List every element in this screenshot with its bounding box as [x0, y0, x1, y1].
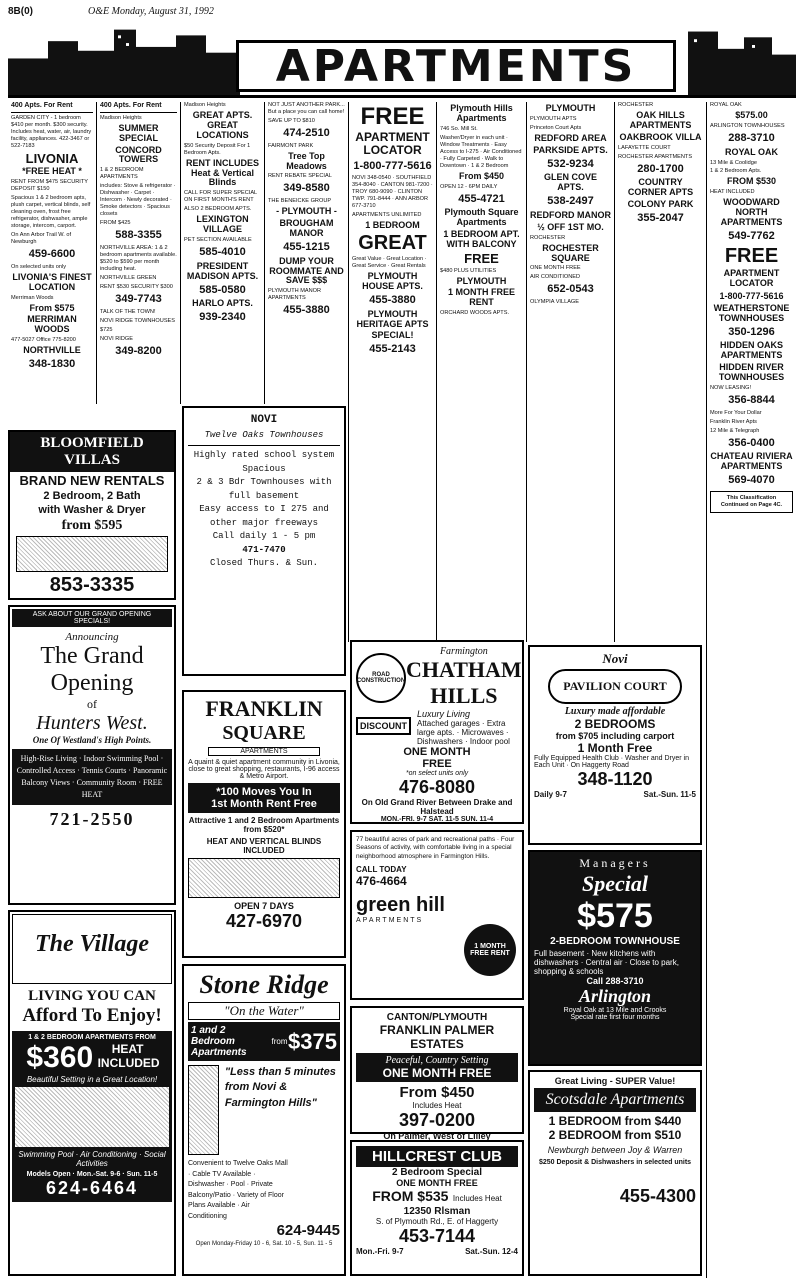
locator-phone: 1-800-777-5616 — [719, 290, 784, 301]
ad-text: CALL TODAY — [356, 865, 407, 875]
ad-note: *on select units only — [405, 770, 469, 777]
ad-headline: Special — [582, 871, 648, 896]
ad-subtitle: "On the Water" — [188, 1002, 340, 1020]
listing-title: Tree Top Meadows — [286, 150, 327, 171]
ad-text: Includes Heat — [452, 1194, 502, 1203]
listing-title: WOODWARD NORTH APARTMENTS — [720, 197, 783, 228]
listing-text: CALL FOR SUPER SPECIAL ON FIRST MONTH'S RENT — [184, 190, 257, 204]
bloomfield-villas-ad — [8, 430, 176, 600]
ad-price: from $705 including carport — [555, 731, 675, 741]
listing-text: RENT FROM $475 SECURITY DEPOSIT $150 — [11, 179, 88, 193]
ad-headline: The Grand — [40, 643, 144, 669]
listing-text: 746 So. Mill St. — [440, 125, 478, 132]
ad-text: $250 Deposit & Dishwashers in selected units — [538, 1159, 692, 1166]
listing-title: PARKSIDE APTS. — [533, 144, 608, 155]
listing-text: Great Value · Great Location · Great Service · Great Rentals — [352, 256, 427, 270]
ad-text: S. of Plymouth Rd., E. of Haggerty — [375, 1217, 499, 1226]
ad-logo: Arlington — [578, 986, 652, 1006]
ad-text: 2 Bedroom Special — [391, 1167, 483, 1178]
ad-features: High-Rise Living · Indoor Swimming Pool · Controlled Access · Tennis Courts · Panoramic Balcony Views · Community Room · FREE HEAT — [12, 749, 172, 805]
ad-phone: 476-4664 — [356, 874, 407, 889]
ad-text: 2-BEDROOM TOWNHOUSE — [550, 936, 680, 947]
listing-title: NORTHVILLE GREEN — [100, 274, 157, 281]
pavilion-court-ad — [528, 645, 702, 845]
listing-price: $575.00 — [735, 109, 768, 120]
ad-logo: Scotsdale Apartments — [534, 1088, 696, 1112]
map-illustration — [188, 858, 340, 898]
ad-title: FRANKLIN — [205, 696, 323, 721]
ad-phone: 721-2550 — [49, 809, 135, 829]
ad-title: SQUARE — [222, 722, 306, 744]
page-header: O&E Monday, August 31, 1992 — [88, 6, 214, 17]
listing-phone: 356-0400 — [728, 436, 775, 449]
section-banner: APARTMENTS — [236, 40, 676, 92]
listing-title: OAKBROOK VILLA — [619, 131, 702, 142]
ad-hours: Open Monday-Friday 10 - 6, Sat. 10 - 5, Sun. 11 - 5 — [195, 1241, 333, 1247]
ad-text: Novi — [602, 651, 628, 666]
listing-text: - PLYMOUTH - — [276, 206, 337, 217]
ad-hours: Sat.-Sun. 11-5 — [643, 790, 696, 799]
road-construction-sign: ROAD CONSTRUCTION — [356, 653, 406, 703]
listing-title: PLYMOUTH — [456, 275, 507, 286]
hunters-west-ad — [8, 605, 176, 905]
listing-title: ARLINGTON TOWNHOUSES — [710, 122, 785, 129]
ad-text: On Old Grand River Between Drake and Halstead — [361, 798, 513, 816]
ad-price: 1 BEDROOM from $440 — [548, 1114, 682, 1128]
listing-phone: 474-2510 — [283, 126, 330, 139]
ad-title: BLOOMFIELD VILLAS — [10, 432, 174, 472]
ad-text: Highly rated school system — [193, 450, 335, 460]
listing-headline: REDFORD AREA — [534, 132, 607, 143]
ad-headline: LIVING YOU CAN — [28, 988, 156, 1004]
listing-headline: *FREE HEAT * — [22, 166, 82, 177]
ad-text: Great Living - SUPER Value! — [554, 1076, 676, 1086]
ad-headline: ONE MONTH FREE — [396, 1178, 478, 1188]
listing-title: LIVONIA — [25, 150, 79, 166]
ad-text: 77 beautiful acres of park and recreational paths · Four Seasons of activity, with comfortable living in a special neighborhood atmosphere in Farmington Hills. — [356, 836, 515, 860]
listing-title: REDFORD MANOR — [530, 209, 611, 220]
listing-headline: More For Your Dollar — [710, 409, 762, 416]
listing-price: $725 — [100, 326, 113, 333]
ad-phone: 476-8080 — [398, 777, 476, 797]
stone-ridge-ad — [182, 964, 346, 1276]
ad-features: Fully Equipped Health Club · Washer and Dryer in Each Unit · On Haggerty Road — [534, 755, 689, 769]
ad-logo: green hill — [356, 894, 445, 917]
listing-price: RENT $530 SECURITY $300 — [100, 283, 173, 290]
listing-headline: FREE — [464, 250, 499, 266]
ad-features: Convenient to Twelve Oaks Mall · Cable TV Available · Dishwasher · Pool · Private Balcony/Patio · Variety of Floor Plans Available · Air Conditioning — [188, 1160, 288, 1220]
ad-price: $575 — [577, 897, 653, 935]
ad-text: 2 Bedroom, 2 Bath — [43, 490, 141, 503]
column-5 — [348, 102, 436, 642]
listing-phone: 288-3710 — [728, 131, 775, 144]
listing-phone: 455-4721 — [458, 192, 505, 205]
ad-subtitle: Twelve Oaks Townhouses — [204, 429, 324, 440]
listing-text: NOT JUST ANOTHER PARK... But a place you can call home! — [268, 102, 345, 115]
ad-title: CHATHAM — [406, 657, 522, 682]
listing-text: includes: Stove & refrigerator · Dishwasher · Carpet · Intercom · Newly decorated · Smoke detectors · Spacious closets — [100, 183, 176, 218]
locator-offices: NOVI 348-0540 · SOUTHFIELD 354-8040 · CANTON 981-7200 · TROY 680-9090 · CLINTON TWP. 791-8444 · ANN ARBOR 677-3710 — [352, 175, 433, 210]
ad-headline: 2 BEDROOMS — [574, 717, 656, 731]
listing-title: FAIRMONT PARK — [268, 142, 314, 149]
listing-phone: 939-2340 — [199, 311, 246, 324]
listing-text: OPEN 12 - 6PM DAILY — [440, 183, 498, 190]
listing-title: NOVI RIDGE TOWNHOUSES — [100, 317, 176, 324]
listing-phone: 538-2497 — [547, 195, 594, 208]
ad-headline: BRAND NEW RENTALS — [19, 473, 165, 488]
listing-phone: 356-8844 — [728, 393, 775, 406]
locator-phone: 1-800-777-5616 — [353, 159, 432, 172]
listing-title: ROCHESTER SQUARE — [542, 242, 599, 263]
listing-title: HIDDEN RIVER TOWNHOUSES — [718, 362, 785, 382]
listing-phone: 549-7762 — [728, 230, 775, 243]
listing-title: ROCHESTER APARTMENTS — [618, 153, 693, 160]
building-illustration — [16, 536, 168, 572]
listing-title: CHATEAU RIVIERA APARTMENTS — [710, 451, 793, 472]
listing-headline: RENT REBATE SPECIAL — [268, 173, 332, 180]
ad-price: FROM $535 — [372, 1188, 449, 1204]
listing-title: OLYMPIA VILLAGE — [530, 299, 580, 306]
discount-badge: DISCOUNT — [356, 717, 411, 735]
listing-title: Franklin River Apts — [710, 418, 757, 425]
listing-phone: 349-8200 — [115, 344, 162, 357]
column-6 — [436, 102, 526, 642]
listing-phone: 349-7743 — [115, 292, 162, 305]
listing-headline: LIVONIA'S FINEST LOCATION — [12, 271, 92, 292]
listing-text: ALSO 2 BEDROOM APTS. — [184, 206, 252, 213]
ad-headline: *100 Moves You In — [216, 786, 312, 798]
listing-text: NORTHVILLE AREA: 1 & 2 bedroom apartments available. $520 to $590 per month including heat. — [100, 244, 177, 272]
listing-title: PLYMOUTH HOUSE APTS. — [362, 271, 423, 291]
listing-title: Princeton Court Apts — [530, 124, 582, 131]
ad-text: A quaint & quiet apartment community in Livonia, close to great shopping, restaurants, I-96 access & Metro Airport. — [188, 759, 340, 780]
ad-headline: 1st Month Rent Free — [211, 798, 317, 810]
the-village-ad — [8, 910, 176, 1276]
free-rent-badge: 1 MONTH FREE RENT — [464, 924, 516, 976]
locator-company: APARTMENTS UNLIMITED — [352, 212, 422, 219]
hillcrest-club-ad — [350, 1140, 524, 1276]
ad-subtitle: APARTMENTS — [208, 747, 320, 756]
listing-title: GLEN COVE APTS. — [543, 172, 597, 193]
ad-hours: Sat.-Sun. 12-4 — [465, 1247, 518, 1256]
building-illustration — [188, 1065, 219, 1155]
listing-text: $50 Security Deposit For 1 Bedroom Apts. — [184, 142, 251, 156]
ad-text: HEAT AND VERTICAL BLINDS INCLUDED — [206, 837, 322, 855]
listing-phone: 350-1296 — [728, 325, 775, 338]
listing-title: PLYMOUTH MANOR APARTMENTS — [268, 288, 322, 302]
listing-headline: ONE MONTH FREE — [530, 265, 581, 272]
ad-phone: Call 288-3710 — [586, 976, 644, 986]
ad-price: From $450 — [399, 1084, 475, 1101]
listing-title: PLYMOUTH HERITAGE APTS — [356, 308, 429, 329]
listing-text: Merriman Woods — [11, 294, 54, 301]
ad-text: 1 & 2 BEDROOM APARTMENTS FROM — [28, 1034, 156, 1041]
listing-text: Washer/Dryer in each unit · Window Treatments · Easy Access to I-275 · Air Conditioned · Fully Carpeted · Walk to Downtown · 1 & 2 Bedroom — [440, 134, 522, 169]
listing-headline: RENT INCLUDES Heat & Vertical Blinds — [185, 157, 259, 188]
ad-phone: 624-9445 — [276, 1222, 340, 1239]
listing-text: On selected units only — [11, 263, 67, 270]
listing-text: 477-5027 Office 775-8200 — [11, 337, 76, 344]
ad-phone: 624-6464 — [45, 1178, 139, 1198]
ad-headline: Opening — [50, 670, 134, 696]
listing-phone: 355-2047 — [637, 212, 684, 225]
ad-phone: 853-3335 — [49, 573, 135, 596]
ad-price: $375 — [288, 1028, 337, 1054]
listing-title: Plymouth Hills Apartments — [450, 103, 513, 123]
listing-price: FROM $530 — [726, 176, 777, 187]
listing-text: 13 Mile & Coolidge — [710, 159, 757, 166]
ad-quote: "Less than 5 minutes from Novi & Farmington Hills" — [224, 1066, 336, 1109]
listing-phone: 280-1700 — [637, 162, 684, 175]
locator-free: FREE — [724, 244, 779, 267]
ad-tagline: One Of Westland's High Points. — [32, 735, 152, 745]
ad-logo: The Village — [12, 914, 172, 984]
green-hill-ad — [350, 830, 524, 1000]
listing-headline: ½ OFF 1ST MO. — [537, 221, 604, 232]
listing-title: PLYMOUTH — [545, 103, 596, 113]
listing-headline: 1 MONTH FREE RENT — [447, 287, 515, 308]
listing-headline: HEAT INCLUDED — [710, 189, 755, 196]
ad-text: from — [271, 1037, 288, 1046]
ad-title: FRANKLIN PALMER ESTATES — [379, 1023, 495, 1051]
listing-title: MERRIMAN WOODS — [27, 314, 77, 335]
ad-text: 12350 Rlsman — [403, 1206, 471, 1217]
ad-text: Royal Oak at 13 Mile and Crooks — [563, 1007, 667, 1014]
ad-text: 1 and 2 Bedroom Apartments — [191, 1025, 247, 1058]
listing-phone: 455-3880 — [369, 293, 416, 306]
page-folio: 8B(0) — [8, 6, 34, 17]
ad-price: 2 BEDROOM from $510 — [548, 1128, 682, 1142]
listing-title: ROYAL OAK — [710, 102, 742, 108]
listing-price: From $575 — [29, 302, 75, 313]
ad-price: from $595 — [61, 518, 123, 534]
listing-phone: 588-3355 — [115, 229, 162, 242]
ad-hours: MON.-FRI. 9-7 SAT. 11-5 SUN. 11-4 — [380, 816, 494, 823]
ad-text: Beautiful Setting in a Great Location! — [26, 1075, 158, 1084]
listing-headline: GREAT APTS. GREAT LOCATIONS — [192, 109, 253, 140]
listing-phone: 652-0543 — [547, 283, 594, 296]
listing-phone: 348-1830 — [28, 358, 76, 371]
ad-text: Announcing — [65, 631, 119, 643]
listing-headline: SPECIAL! — [371, 330, 414, 341]
listing-text: Spacious 1 & 2 bedroom apts, plush carpet, vertical blinds, self cleaning oven, frost free refrigerator, dishwasher, ample storage, intercom, carport. — [11, 195, 91, 230]
listing-phone: 349-8580 — [283, 182, 330, 195]
listing-text: 1 & 2 Bedroom Apts. — [710, 168, 762, 175]
ad-price: $360 — [26, 1041, 94, 1074]
ad-text: Easy access to I 275 and other major freeways — [199, 504, 329, 528]
chatham-hills-ad — [350, 640, 524, 824]
ad-hours: Mon.-Fri. 9-7 — [356, 1247, 404, 1256]
column-3 — [180, 102, 264, 404]
ad-phone: 453-7144 — [398, 1226, 476, 1246]
listing-price: From $450 — [458, 170, 505, 181]
ad-phone: 427-6970 — [225, 911, 303, 931]
ad-text: Newburgh between Joy & Warren — [547, 1145, 683, 1155]
listing-headline: NOW LEASING! — [710, 384, 752, 391]
listing-text: On Ann Arbor Trail W. of Newburgh — [11, 232, 72, 246]
ad-text: with Washer & Dryer — [38, 504, 146, 517]
ad-headline: Afford To Enjoy! — [22, 1005, 162, 1026]
listing-phone: 585-4010 — [199, 246, 246, 259]
listing-phone: 585-0580 — [199, 283, 246, 296]
ad-text: Peaceful, Country Setting — [385, 1055, 489, 1066]
listing-phone: 455-3880 — [283, 304, 330, 317]
ad-text: Spacious — [242, 463, 286, 474]
ad-text: Call daily 1 - 5 pm — [212, 531, 316, 541]
listing-phone: 569-4070 — [728, 474, 775, 487]
classification-heading: 400 Apts. For Rent — [100, 102, 177, 113]
listing-text: ROCHESTER — [530, 234, 566, 241]
ad-text: CANTON/PLYMOUTH — [386, 1012, 488, 1023]
ad-hours: Models Open · Mon.-Sat. 9-6 · Sun. 11-5 — [26, 1171, 158, 1178]
listing-title: ROCHESTER — [618, 102, 654, 108]
listing-title: NOVI RIDGE — [100, 335, 133, 342]
column-7 — [526, 102, 614, 642]
column-2 — [96, 102, 180, 404]
listing-text: SAVE UP TO $810 — [268, 117, 315, 124]
listing-title: OAK HILLS APARTMENTS — [629, 109, 692, 130]
ad-text: of — [87, 697, 97, 711]
listing-price: $480 PLUS UTILITIES — [440, 267, 497, 274]
ad-phone: 397-0200 — [398, 1110, 476, 1130]
listing-headline: SUMMER SPECIAL — [118, 122, 159, 143]
ad-text: Luxury made affordable — [564, 706, 666, 717]
franklin-palmer-estates-ad — [350, 1006, 524, 1141]
listing-text: THE BENEICKE GROUP — [268, 198, 332, 205]
listing-text: 1 & 2 BEDROOM APARTMENTS — [100, 167, 144, 181]
ad-hours: Daily 9-7 — [534, 790, 567, 799]
column-4 — [264, 102, 348, 404]
ad-text: On Palmer, West of Lilley — [383, 1131, 491, 1141]
ad-hours: OPEN 7 DAYS — [234, 901, 294, 911]
ad-phone: 348-1120 — [577, 769, 653, 789]
locator-title: APARTMENT LOCATOR — [723, 267, 780, 288]
listing-text: Madison Heights — [100, 114, 142, 121]
ad-text: Farmington — [439, 646, 488, 657]
ad-text: Includes Heat — [412, 1101, 462, 1110]
listing-title: BROUGHAM MANOR — [279, 218, 334, 238]
listing-phone: 459-6600 — [28, 248, 76, 261]
franklin-square-ad — [182, 690, 346, 958]
scotsdale-ad — [528, 1070, 702, 1276]
ad-features: Attached garages · Extra large apts. · Microwaves · Dishwashers · Indoor pool — [417, 719, 510, 746]
listing-price: FROM $425 — [100, 220, 131, 227]
listing-text: Madison Heights — [184, 102, 226, 108]
ad-phone: 455-4300 — [619, 1186, 696, 1206]
novi-twelve-oaks-ad — [182, 406, 346, 676]
column-10 — [706, 102, 796, 1278]
classification-heading: 400 Apts. For Rent — [11, 102, 93, 113]
ad-hours: Closed Thurs. & Sun. — [209, 558, 319, 568]
listing-text: 12 Mile & Telegraph — [710, 427, 760, 434]
listing-title: LAFAYETTE COURT — [618, 144, 671, 151]
ad-headline: ONE MONTH — [403, 746, 471, 758]
listing-title: COLONY PARK — [627, 199, 694, 210]
ad-text: 2 & 3 Bdr Townhouses with full basement — [196, 477, 332, 501]
column-8 — [614, 102, 706, 642]
arlington-managers-special-ad — [528, 850, 702, 1066]
ad-text: Managers — [579, 856, 651, 870]
ad-title: Stone Ridge — [199, 970, 329, 999]
ad-logo-subtitle: APARTMENTS — [356, 917, 424, 925]
listing-headline: TALK OF THE TOWN! — [100, 308, 156, 315]
ad-banner: ASK ABOUT OUR GRAND OPENING SPECIALS! — [12, 609, 172, 627]
listing-text: GARDEN CITY - 1 bedroom $410 per month. $300 security. Includes heat, water, air, laundry facility, appliances. 422-3467 or 522-7183 — [11, 114, 92, 149]
listing-title: HIDDEN OAKS APARTMENTS — [719, 340, 783, 361]
listing-title: ORCHARD WOODS APTS. — [440, 310, 509, 317]
listing-title: COUNTRY CORNER APTS — [627, 177, 694, 198]
ad-features: Swimming Pool · Air Conditioning · Social Activities — [18, 1150, 166, 1168]
locator-free: FREE — [360, 103, 425, 130]
listing-title: PRESIDENT MADISON APTS. — [186, 260, 259, 281]
ad-title: Hunters West. — [36, 712, 148, 734]
ad-text: Attractive 1 and 2 Bedroom Apartments from $520* — [188, 816, 340, 834]
ad-text: Special rate first four months — [570, 1014, 660, 1021]
listing-title: CONCORD TOWERS — [115, 144, 162, 165]
listing-headline: DUMP YOUR ROOMMATE AND SAVE $$$ — [269, 255, 344, 286]
locator-title: APARTMENT LOCATOR — [355, 130, 430, 158]
listing-phone: 532-9234 — [547, 157, 594, 170]
ad-text: Luxury Living — [417, 709, 471, 719]
listing-title: PLYMOUTH APTS — [530, 115, 577, 122]
ad-logo: PAVILION COURT — [548, 669, 682, 704]
listing-headline: GREAT — [358, 232, 427, 255]
ad-headline: 1 Month Free — [577, 741, 653, 755]
ad-headline: ONE MONTH FREE — [382, 1066, 492, 1080]
listing-phone: 455-1215 — [283, 240, 330, 253]
listing-headline: AIR CONDITIONED — [530, 274, 581, 281]
ad-title: HILLCREST CLUB — [356, 1146, 518, 1167]
ad-features: Full basement · New kitchens with dishwashers · Central air · Close to park, shopping & schools — [534, 949, 679, 976]
ad-text: HEAT INCLUDED — [97, 1042, 160, 1070]
listing-title: HARLO APTS. — [192, 298, 253, 309]
listing-title: LEXINGTON VILLAGE — [196, 214, 249, 235]
ad-phone: 471-7470 — [242, 544, 286, 555]
listing-phone: 455-2143 — [369, 343, 416, 356]
map-illustration — [15, 1087, 169, 1147]
listing-title: ROYAL OAK — [724, 146, 778, 157]
ad-headline: FREE — [422, 758, 452, 770]
listing-headline: 1 BEDROOM APT. WITH BALCONY — [443, 229, 520, 249]
listing-title: Plymouth Square Apartments — [444, 207, 519, 228]
listing-title: NORTHVILLE — [23, 345, 81, 356]
listing-title: WEATHERSTONE TOWNHOUSES — [713, 302, 790, 323]
ad-title: NOVI — [250, 414, 278, 426]
listing-text: PET SECTION AVAILABLE — [184, 237, 252, 244]
continued-note: This Classification Continued on Page 4C. — [710, 491, 793, 513]
ad-title: HILLS — [430, 683, 498, 708]
listing-headline: 1 BEDROOM — [365, 220, 420, 231]
